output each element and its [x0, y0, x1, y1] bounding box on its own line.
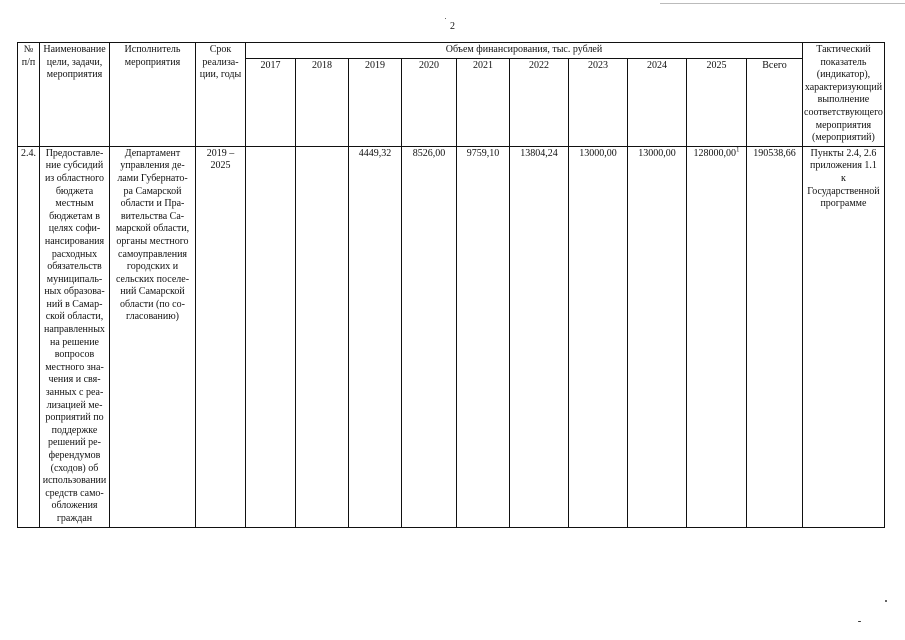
row-period: 2019 – 2025 — [196, 146, 246, 527]
header-indicator: Тактический показатель (индикатор), характеризующий выполнение соответствующего мероприятия (мероприятий) — [803, 43, 885, 147]
value-2020: 8526,00 — [402, 146, 457, 527]
header-year-2021: 2021 — [457, 58, 510, 146]
table-row — [18, 146, 885, 527]
value-2018 — [296, 146, 349, 527]
header-year-2020: 2020 — [402, 58, 457, 146]
value-2017 — [246, 146, 296, 527]
row-indicator: Пункты 2.4, 2.6 приложения 1.1 к Государственной программе — [803, 146, 885, 527]
header-funding: Объем финансирования, тыс. рублей — [246, 43, 803, 59]
header-year-2023: 2023 — [569, 58, 628, 146]
header-total: Всего — [747, 58, 803, 146]
page-number: 2 — [450, 21, 455, 32]
header-period: Срок реализа- ции, годы — [196, 43, 246, 147]
scan-speck — [445, 18, 446, 19]
value-2025-amount: 128000,00 — [693, 147, 736, 159]
value-2024: 13000,00 — [628, 146, 687, 527]
value-2025 — [687, 146, 747, 527]
value-2019: 4449,32 — [349, 146, 402, 527]
top-edge-rule — [660, 3, 905, 4]
header-name: Наименование цели, задачи, мероприятия — [40, 43, 110, 147]
header-year-2025: 2025 — [687, 58, 747, 146]
funding-table — [17, 42, 885, 528]
row-executor: Департамент управления де- лами Губернато- ра Самарской области и Пра- вительства Са- марской области, органы местного самоуправления городских и сельских поселе- ний Самарской области (по со- гласованию) — [110, 146, 196, 527]
scan-speck — [885, 600, 887, 602]
footnote-mark: 1 — [736, 146, 740, 154]
value-2023: 13000,00 — [569, 146, 628, 527]
header-year-2019: 2019 — [349, 58, 402, 146]
value-2022: 13804,24 — [510, 146, 569, 527]
header-year-2017: 2017 — [246, 58, 296, 146]
row-num: 2.4. — [18, 146, 40, 527]
header-year-2022: 2022 — [510, 58, 569, 146]
header-num: № п/п — [18, 43, 40, 147]
header-year-2024: 2024 — [628, 58, 687, 146]
value-total: 190538,66 — [747, 146, 803, 527]
scan-speck — [858, 621, 861, 622]
header-executor: Исполнитель мероприятия — [110, 43, 196, 147]
value-2021: 9759,10 — [457, 146, 510, 527]
header-year-2018: 2018 — [296, 58, 349, 146]
row-name: Предоставле- ние субсидий из областного бюджета местным бюджетам в целях софи- нансирования расходных обязательств муниципаль- ных образова- ний в Самар- ской области, направленных на решение вопросов местного зна- чения и свя- занных с реа- лизацией ме- роприятий по поддержке решений ре- ферендумов (сходов) об использовании средств само- обложения граждан — [40, 146, 110, 527]
